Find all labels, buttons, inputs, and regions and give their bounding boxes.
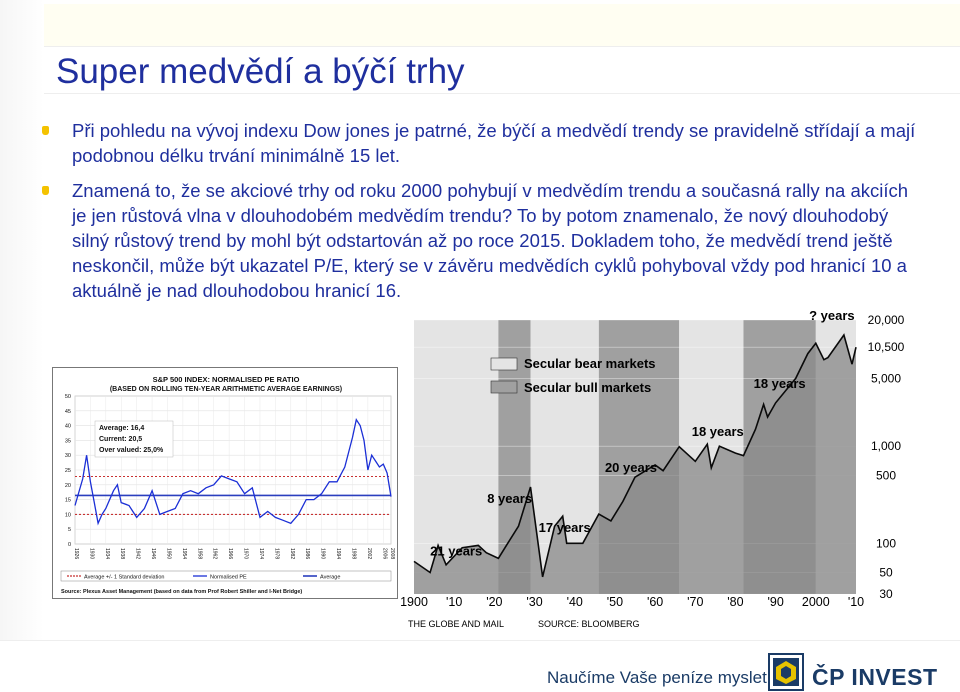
footer-brand: ČP INVEST: [812, 664, 938, 690]
chart2-y-tick-label: 10,500: [867, 340, 905, 355]
chart2-x-tick-label: '80: [727, 595, 744, 609]
chart2-period-label: 17 years: [538, 520, 591, 536]
chart1-x-tick-label: 1934: [103, 548, 110, 560]
chart1-current-stat: Current: 20,5: [99, 436, 143, 443]
chart1-y-tick-label: 10: [64, 512, 71, 519]
chart2-source-left: THE GLOBE AND MAIL: [408, 619, 505, 629]
chart2-period-label: 20 years: [604, 460, 658, 476]
chart2-x-tick-label: '70: [687, 595, 704, 609]
chart1-y-tick-label: 15: [64, 497, 71, 504]
chart2-y-tick-label: 20,000: [867, 313, 905, 327]
chart2-x-tick-label: '30: [526, 595, 543, 609]
chart1-x-tick-label: 1978: [273, 548, 280, 560]
left-gradient: [0, 0, 44, 692]
chart1-y-tick-label: 50: [64, 394, 71, 400]
chart2-x-tick-label: '50: [606, 595, 624, 609]
chart2-y-tick-label: 50: [879, 565, 893, 580]
chart1-y-tick-label: 30: [64, 453, 71, 460]
chart2-x-tick-label: 1900: [400, 595, 428, 609]
cp-invest-logo-icon: [768, 653, 804, 691]
bullet-item-2: [42, 178, 922, 303]
chart1-y-tick-label: 20: [64, 482, 71, 489]
dow-jones-chart-svg: [400, 308, 908, 632]
chart1-x-tick-label: 1998: [350, 548, 357, 560]
chart2-period-label: 8 years: [487, 491, 533, 507]
chart2-legend-bear-swatch: [491, 358, 517, 370]
chart1-x-tick-label: 1950: [165, 548, 172, 560]
chart1-y-tick-label: 5: [67, 527, 71, 534]
chart1-x-tick-label: 1942: [134, 548, 141, 560]
chart1-x-tick-label: 2008: [389, 548, 395, 560]
chart1-average-stat: Average: 16,4: [99, 425, 145, 432]
chart1-y-tick-label: 40: [64, 423, 71, 430]
chart1-y-tick-label: 25: [64, 468, 71, 474]
bullet-text-2: Znamená to, že se akciové trhy od roku 2000 pohybují v medvědím trendu a současná rally na akciích je jen růstová vlna v dlouhodobém medvědím trendu? To by potom znamenalo, že nový dlouhodobý silný růstový trend by mohl být odstartován až po roce 2015. Dokladem toho, že medvědí trend ještě neskončil, může být ukazatel P/E, který se v závěru medvědích cyklů pohyboval vždy pod hranicí 10 a aktuálně je nad dlouhodobou hranicí 16.: [72, 180, 909, 301]
chart2-period-label: 18 years: [691, 423, 744, 439]
chart1-title: S&P 500 INDEX: NORMALISED PE RATIO: [152, 375, 300, 384]
chart1-x-tick-label: 1930: [88, 548, 95, 560]
chart2-y-tick-label: 500: [875, 468, 897, 483]
chart2-y-tick-label: 1,000: [870, 439, 902, 454]
chart2-period-label: 18 years: [753, 375, 806, 391]
chart2-x-tick-label: '40: [566, 595, 583, 609]
chart2-x-tick-label: '10: [446, 595, 463, 609]
chart1-y-tick-label: 45: [64, 408, 71, 415]
chart1-x-tick-label: 2002: [365, 548, 372, 560]
chart2-x-tick-label: '90: [767, 595, 784, 609]
chart1-x-tick-label: 1966: [227, 548, 234, 560]
bullet-item-1: [42, 118, 922, 168]
chart1-x-tick-label: 1986: [304, 548, 311, 560]
chart1-subtitle: (BASED ON ROLLING TEN-YEAR ARITHMETIC AVERAGE EARNINGS): [109, 386, 343, 393]
chart1-x-tick-label: 1926: [73, 548, 79, 560]
chart1-x-tick-label: 1958: [196, 548, 203, 560]
dow-jones-chart: [400, 308, 908, 632]
chart2-x-tick-label: 2000: [801, 595, 830, 609]
chart1-source: Source: Plexus Asset Management (based on data from Prof Robert Shiller and I-Net Bridge): [61, 589, 303, 595]
chart2-source-right: SOURCE: BLOOMBERG: [538, 619, 640, 629]
chart2-legend-bull-label: Secular bull markets: [524, 380, 652, 395]
chart1-x-tick-label: 1970: [242, 548, 249, 560]
chart2-y-tick-label: 5,000: [870, 371, 902, 386]
chart2-x-tick-label: '60: [646, 595, 664, 609]
chart2-x-tick-label: '10: [847, 595, 865, 609]
chart1-overvalued-stat: Over valued: 25,0%: [99, 447, 164, 454]
chart1-legend-sd-label: Average +/- 1 Standard deviation: [84, 574, 165, 581]
chart1-y-tick-label: 35: [64, 438, 71, 445]
footer-slogan: Naučíme Vaše peníze myslet: [547, 668, 767, 687]
chart1-x-tick-label: 1946: [150, 548, 157, 560]
bullet-text-1: Při pohledu na vývoj indexu Dow jones je patrné, že býčí a medvědí trendy se pravidelně střídají a mají podobnou délku trvání minimálně 15 let.: [72, 120, 916, 166]
chart1-x-tick-label: 1994: [335, 548, 342, 560]
chart1-x-tick-label: 1938: [119, 548, 126, 560]
chart1-x-tick-label: 1962: [211, 548, 218, 560]
top-strip: [44, 4, 960, 46]
chart1-x-tick-label: 2006: [381, 548, 388, 560]
chart2-period-label: ? years: [809, 308, 855, 323]
bullet-icon: [42, 126, 49, 135]
slide-title: Super medvědí a býčí trhy: [56, 52, 465, 91]
chart1-x-tick-label: 1982: [288, 548, 295, 560]
chart1-x-tick-label: 1990: [319, 548, 326, 560]
bullet-icon: [42, 186, 49, 195]
chart1-x-tick-label: 1974: [257, 548, 264, 560]
chart1-legend-average-label: Average: [320, 574, 341, 581]
chart2-legend-bear-label: Secular bear markets: [524, 356, 656, 371]
chart2-legend-bull-swatch: [491, 381, 517, 393]
chart2-x-tick-label: '20: [486, 595, 503, 609]
chart1-y-tick-label: 0: [67, 542, 71, 548]
chart1-legend-pe-label: Normalised PE: [210, 574, 247, 581]
pe-ratio-chart-svg: [53, 368, 399, 600]
chart2-period-label: 21 years: [430, 543, 483, 559]
chart2-y-tick-label: 100: [875, 536, 897, 551]
chart1-x-tick-label: 1954: [180, 548, 187, 560]
chart2-y-tick-label: 30: [879, 587, 893, 601]
pe-ratio-chart: [52, 367, 398, 599]
